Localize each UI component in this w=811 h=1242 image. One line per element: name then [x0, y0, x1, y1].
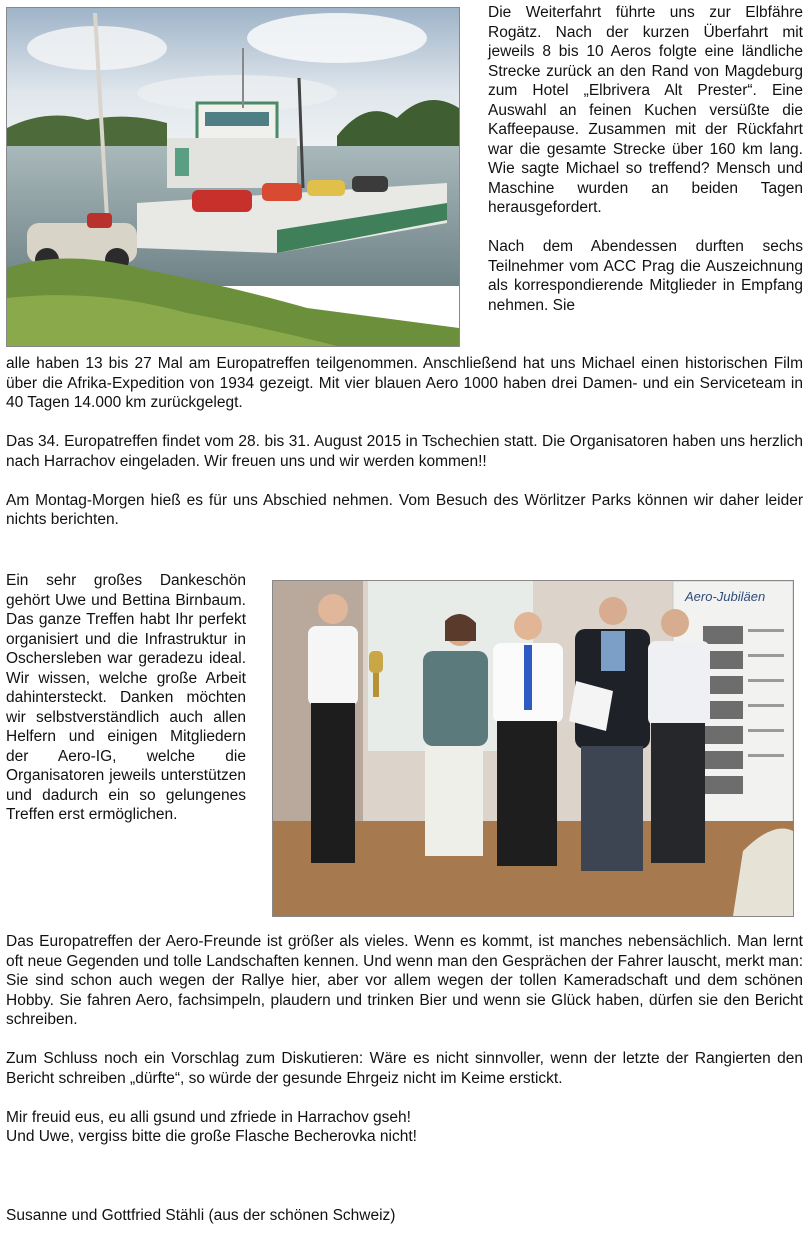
- greeting-block: [6, 1108, 803, 1147]
- award-ceremony-photo: [272, 580, 794, 917]
- paragraph-next-meeting: Das 34. Europatreffen findet vom 28. bis 31. August 2015 in Tschechien statt. Die Organisatoren haben uns herzlich nach Harrachov eingeladen. Wir freuen uns und wir werden kommen!!: [6, 433, 803, 470]
- greeting-line-2: Und Uwe, vergiss bitte die große Flasche Becherovka nicht!: [6, 1128, 417, 1145]
- paragraph-farewell: Am Montag-Morgen hieß es für uns Abschied nehmen. Vom Besuch des Wörlitzer Parks können wir daher leider nichts berichten.: [6, 491, 803, 528]
- paragraph-award-rest: alle haben 13 bis 27 Mal am Europatreffen teilgenommen. Anschließend hat uns Michael einen historischen Film über die Afrika-Expedition von 1934 gezeigt. Mit vier blauen Aero 1000 haben drei Damen- und ein Serviceteam in 40 Tagen 14.000 km zurückgelegt.: [6, 355, 803, 411]
- text-block-full-2: [6, 932, 803, 1147]
- banner-title: Aero-Jubiläen: [685, 589, 766, 604]
- paragraph-proposal: Zum Schluss noch ein Vorschlag zum Diskutieren: Wäre es nicht sinnvoller, wenn der letzte der Rangierten den Bericht schreiben „dürfte“, so würde der gesunde Ehrgeiz nicht im Keime erstickt.: [6, 1050, 803, 1087]
- text-column-left: [6, 571, 246, 825]
- paragraph-thanks: Ein sehr großes Dankeschön gehört Uwe und Bettina Birnbaum. Das ganze Treffen habt Ihr perfekt organisiert und die Infrastruktur in Oschersleben war geradezu ideal. Wir wissen, welche große Arbeit dahintersteckt. Danken möchten wir selbstverständlich auch allen Helfern und einigen Mitgliedern der Aero-IG, welche die Organisatoren jeweils unterstützen und dadurch ein so gelungenes Treffen erst ermöglichen.: [6, 572, 246, 823]
- signature: Susanne und Gottfried Stähli (aus der schönen Schweiz): [6, 1207, 396, 1224]
- ferry-photo: [6, 7, 460, 347]
- text-block-full-1: [6, 354, 803, 549]
- text-column-right: [488, 3, 803, 315]
- greeting-line-1: Mir freuid eus, eu alli gsund und zfriede in Harrachov gseh!: [6, 1108, 411, 1126]
- paragraph-award-start: Nach dem Abendessen durften sechs Teilnehmer vom ACC Prag die Auszeichnung als korrespondierende Mitglieder in Empfang nehmen. Sie: [488, 238, 803, 314]
- paragraph-ferry: Die Weiterfahrt führte uns zur Elbfähre Rogätz. Nach der kurzen Überfahrt mit jeweils 8 bis 10 Aeros folgte eine ländliche Strecke zurück an den Rand von Magdeburg zum Hotel „Elbrivera Alt Prester“. Eine Auswahl an feinen Kuchen versüßte die Kaffeepause. Zusammen mit der Rückfahrt war die gesamte Strecke über 160 km lang. Wie sagte Michael so treffend? Mensch und Maschine wurden an beiden Tagen herausgefordert.: [488, 4, 803, 216]
- paragraph-community: Das Europatreffen der Aero-Freunde ist größer als vieles. Wenn es kommt, ist manches nebensächlich. Man lernt oft neue Gegenden und tolle Landschaften kennen. Und wenn man den Gesprächen der Fahrer lauscht, merkt man: Sie sind schon auch wegen der Rallye hier, aber vor allem wegen der tollen Kameradschaft und dem schönen Hobby. Sie fahren Aero, fachsimpeln, plaudern und trinken Bier und wenn sie Glück haben, dürfen sie den Bericht schreiben.: [6, 933, 803, 1028]
